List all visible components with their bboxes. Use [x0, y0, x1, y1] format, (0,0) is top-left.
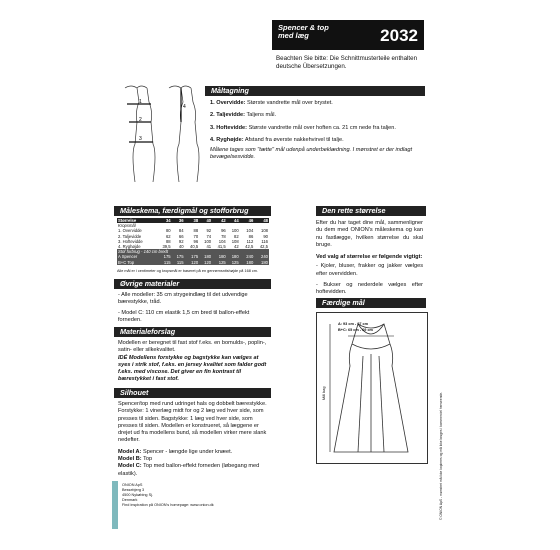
pattern-title: Spencer & top med læg: [278, 23, 329, 40]
section-header-size-table: Måleskema, færdigmål og stofforbrug: [114, 206, 271, 216]
silhouette-description: Spencer/top med rund udringet hals og dobbelt bærestykke. Forstykke: 1 vinerlæg midt for og 2 læg ved hver side, som presses til siden. Bagstykke: 1 læg ved hver side, som presses til siden. Modellen er konstrueret, så læggene er drejet ud fra modellens bund, så modellen virker mere slank nedefter.: [118, 401, 267, 444]
homepage-link[interactable]: Find inspiration på ONION's homepage: www.onion.dk: [122, 503, 214, 507]
size-guide-text: [316, 220, 423, 297]
address-line-4: Denmark: [122, 498, 138, 502]
measure-item-1: 1. Overvidde: Største vandrette mål over brystet.: [210, 100, 333, 106]
table-row: 2. Taljevidde 62 66 70 74 78 82 86 90: [118, 233, 268, 239]
size-guide-intro: Efter du har taget dine mål, sammenligner du dem med ONION's måleskema og kan nu fastlægge, hvilken størrelse du skal bruge.: [316, 220, 423, 248]
silhouette-text: [118, 401, 270, 478]
garment-drawing: [318, 314, 424, 460]
measure-footnote: Målene tages som "tætte" mål udenpå underbeklædning. I mønstret er der indlagt bevægelsesvidde.: [210, 147, 413, 161]
measure-item-4: 4. Ryghøjde: Afstand fra øverste nakkehvirvel til talje.: [210, 136, 344, 143]
measure-item-3: 3. Hoftevidde: Største vandrette mål over hoften ca. 21 cm nede fra taljen.: [210, 124, 396, 131]
table-row: B+C Top 115 115 120 120 125 125 180 180: [118, 259, 268, 265]
notions-item-2: - Model C: 110 cm elastik 1,5 cm bred til ballon-effekt forneden.: [118, 309, 250, 323]
back-figure: [169, 86, 199, 182]
pattern-number: 2032: [380, 26, 418, 45]
fabric-suggestion: Modellen er beregnet til fast stof f.eks. en bomulds-, poplin-, satin- eller silkekvalitet.: [118, 340, 267, 354]
section-header-fabric: Materialeforslag: [114, 327, 271, 337]
table-row: Kropsmål: [118, 223, 136, 229]
model-c: Model C: Top med ballon-effekt forneden (løbegang med elastik).: [118, 463, 260, 477]
section-header-silhouette: Silhouet: [114, 388, 271, 398]
table-row: Stof forbrug - 140 cm bredt: [117, 249, 269, 254]
notions-item-1: - Alle modeller: 35 cm strygeindlæg til det udvendige bærestykke, tråd.: [118, 292, 248, 306]
color-strip: [112, 481, 118, 529]
section-header-notions: Øvrige materialer: [114, 279, 271, 289]
fabric-idea: IDÉ Modellens forstykke og bagstykke kan vælges at syes i strik stof, f.eks. en jersey kvalitet som falder godt f.eks. med viscose. Det giver en fin kontrast til bærestykket i fast stof.: [118, 354, 267, 383]
finished-bc: B+C: 65 cm - 69 cm: [338, 328, 373, 332]
table-row: 3. Hoftevidde 88 92 96 100 104 108 112 116: [118, 238, 268, 244]
section-header-measure: Måltagning: [205, 86, 425, 96]
yoke-line: [352, 344, 390, 349]
size-table-note: Alle mål er i centimeter og kropsmål er baseret på en gennemsnitshøjde på 168 cm.: [117, 269, 258, 273]
size-guide-bullet-2: - Bukser og nederdele vælges efter hoftevidden.: [316, 282, 423, 296]
measure-list: [210, 100, 425, 162]
model-a: Model A: Spencer - længde lige under knæet.: [118, 448, 233, 455]
table-row: 4. Ryghøjde 39,5 40 40,5 41 41,5 42 42,5 42,5: [118, 244, 268, 250]
body-measure-figures: [117, 82, 202, 194]
size-header-row: Størrelse 34 36 38 40 42 44 46 48: [118, 218, 268, 223]
model-b: Model B: Top: [118, 456, 153, 463]
side-copyright: © ONION ApS - mønstret må ikke kopieres og må ikke bruges i kommerciel henseende.: [439, 391, 443, 520]
finished-a: A: 93 cm - 97 cm: [338, 322, 368, 326]
notions-list: [118, 292, 270, 324]
address-line-3: 4500 Nykøbing Sj.: [122, 493, 154, 497]
marker-3: 3: [139, 136, 142, 142]
pleat-line: [379, 356, 384, 452]
translation-note: Beachten Sie bitte: Die Schnittmusterteile enthalten deutsche Übersetzungen.: [276, 55, 418, 70]
marker-1: 1: [139, 99, 142, 105]
measure-item-2: 2. Taljevidde: Taljens mål.: [210, 112, 277, 119]
table-row: 1. Overvidde 80 84 88 92 96 100 104 108: [118, 228, 268, 234]
pleat-line: [358, 356, 363, 452]
address-block: [122, 483, 272, 508]
fabric-text: [118, 340, 270, 384]
marker-4: 4: [183, 104, 186, 110]
header-box: [272, 20, 424, 50]
marker-2: 2: [139, 117, 142, 123]
size-guide-heading: Ved valg af størrelse er følgende vigtigt:: [316, 254, 423, 261]
section-header-size-guide: Den rette størrelse: [316, 206, 426, 216]
section-header-finished: Færdige mål: [316, 298, 426, 308]
size-guide-bullet-1: - Kjoler, bluser, frakker og jakker vælges efter overvidden.: [316, 263, 423, 277]
address-line-1: ONION ApS: [122, 483, 143, 487]
finished-side-label: Mål bag: [322, 386, 326, 400]
size-table: [117, 218, 269, 265]
table-row: A Spencer 175 175 175 180 180 180 240 240: [118, 254, 268, 260]
address-line-2: Bessebjerg 3: [122, 488, 145, 492]
